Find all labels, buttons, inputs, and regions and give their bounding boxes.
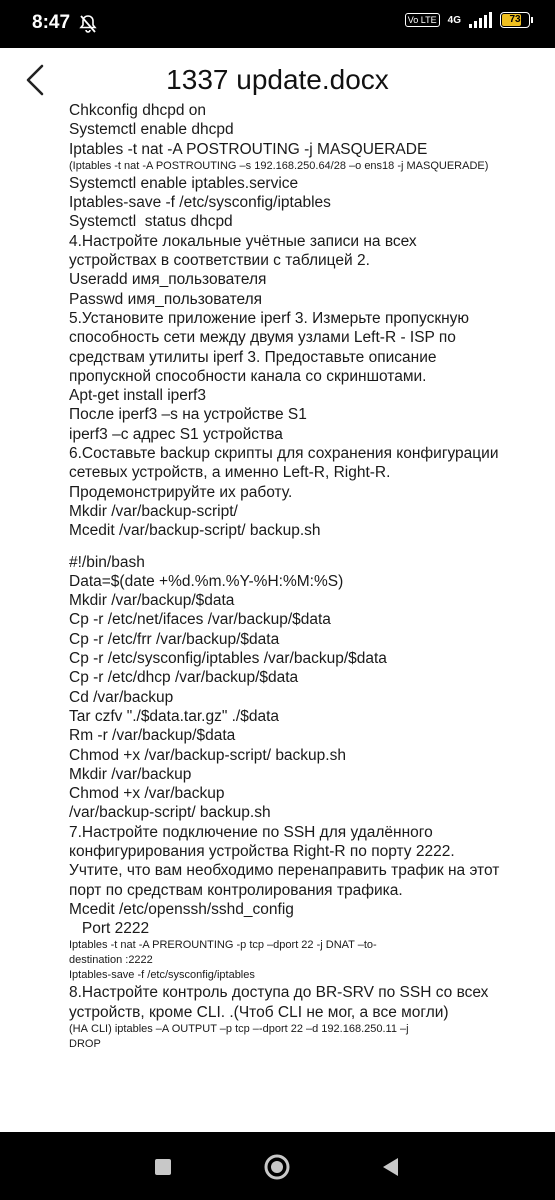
document-line: Chmod +x /var/backup	[69, 785, 225, 803]
document-line: Chmod +x /var/backup-script/ backup.sh	[69, 746, 346, 764]
document-line: Iptables-save -f /etc/sysconfig/iptables	[69, 969, 255, 982]
document-line: Passwd имя_пользователя	[69, 290, 263, 308]
document-line: Mcedit /var/backup-script/ backup.sh	[69, 522, 321, 540]
document-line: Rm -r /var/backup/$data	[69, 727, 236, 745]
document-line: DROP	[69, 1038, 101, 1051]
document-line: Продемонстрируйте их работу.	[69, 483, 293, 501]
document-line: порт по средствам контролирования трафика.	[69, 881, 403, 899]
document-line: (НА CLI) iptables –A OUTPUT –p tcp –-dport 22 –d 192.168.250.11 –j	[69, 1023, 409, 1036]
document-line: устройствах в соответствии с таблицей 2.	[69, 252, 370, 270]
document-line: Cp -r /etc/sysconfig/iptables /var/backup/$data	[69, 650, 387, 668]
back-triangle-icon[interactable]	[376, 1152, 406, 1182]
document-line: конфигурирования устройства Right-R по порту 2222.	[69, 842, 455, 860]
document-line: Tar czfv "./$data.tar.gz" ./$data	[69, 707, 280, 725]
document-line: средствам утилиты iperf 3. Предоставьте описание	[69, 348, 437, 366]
document-line: 6.Составьте backup скрипты для сохранения конфигурации	[69, 445, 499, 463]
document-line: destination :2222	[69, 954, 153, 967]
document-body	[69, 101, 539, 1052]
document-line: Chkconfig dhcpd on	[69, 102, 207, 119]
document-line: Cp -r /etc/dhcp /var/backup/$data	[69, 669, 299, 687]
document-line: Data=$(date +%d.%m.%Y-%H:%M:%S)	[69, 572, 344, 590]
signal-icon	[469, 12, 492, 28]
document-line: После iperf3 –s на устройстве S1	[69, 406, 307, 424]
document-line: (Iptables -t nat -A POSTROUTING –s 192.168.250.64/28 –o ens18 -j MASQUERADE)	[69, 159, 489, 172]
document-line: Systemctl status dhcpd	[69, 213, 233, 231]
document-line: #!/bin/bash	[69, 553, 145, 571]
document-line: Mcedit /etc/openssh/sshd_config	[69, 900, 294, 918]
document-line: 7.Настройте подключение по SSH для удалённого	[69, 823, 433, 841]
navigation-bar	[0, 1132, 555, 1200]
document-line: Mkdir /var/backup	[69, 765, 192, 783]
network-type: 4G	[447, 14, 461, 26]
document-line: способность сети между двумя узлами Left-R - ISP по	[69, 329, 456, 347]
document-line: Iptables-save -f /etc/sysconfig/iptables	[69, 194, 331, 212]
document-line: Cd /var/backup	[69, 688, 174, 706]
document-line: 4.Настройте локальные учётные записи на всех	[69, 232, 417, 250]
home-circle-icon[interactable]	[262, 1152, 292, 1182]
document-line: сетевых устройств, а именно Left-R, Right-R.	[69, 464, 391, 482]
document-line: 8.Настройте контроль доступа до BR-SRV по SSH со всех	[69, 984, 489, 1002]
document-view[interactable]	[0, 102, 555, 1132]
document-line: Mkdir /var/backup/$data	[69, 592, 235, 610]
document-line: Mkdir /var/backup-script/	[69, 502, 238, 520]
status-time: 8:47	[32, 12, 71, 33]
status-icons	[405, 12, 533, 28]
document-line: 5.Установите приложение iperf 3. Измерьте пропускную	[69, 309, 470, 327]
status-bar	[0, 0, 555, 48]
volte-badge: Vo LTE	[405, 13, 440, 27]
battery-icon	[500, 12, 533, 28]
document-line: Cp -r /etc/net/ifaces /var/backup/$data	[69, 611, 331, 629]
document-line: Port 2222	[69, 920, 150, 938]
battery-percent: 73	[509, 14, 521, 25]
document-line: Iptables -t nat -A PREROUNTING -p tcp –dport 22 -j DNAT –to-	[69, 939, 377, 952]
document-line: Systemctl enable iptables.service	[69, 174, 299, 192]
notifications-muted-icon	[78, 14, 98, 34]
document-line: Cp -r /etc/frr /var/backup/$data	[69, 630, 280, 648]
document-line: Systemctl enable dhcpd	[69, 121, 234, 139]
recents-square-icon[interactable]	[148, 1152, 178, 1182]
document-line: Useradd имя_пользователя	[69, 271, 267, 289]
document-line	[69, 541, 539, 553]
document-title: 1337 update.docx	[166, 64, 389, 95]
document-line: /var/backup-script/ backup.sh	[69, 804, 271, 822]
document-line: устройств, кроме CLI. .(Чтоб CLI не мог, а все могли)	[69, 1003, 449, 1021]
document-line: iperf3 –c адрес S1 устройства	[69, 425, 283, 443]
document-line: Apt-get install iperf3	[69, 387, 206, 405]
document-line: Учтите, что вам необходимо перенаправить трафик на этот	[69, 862, 500, 880]
document-line: пропускной способности канала со скриншотами.	[69, 367, 427, 385]
document-line: Iptables -t nat -A POSTROUTING -j MASQUERADE	[69, 140, 428, 158]
